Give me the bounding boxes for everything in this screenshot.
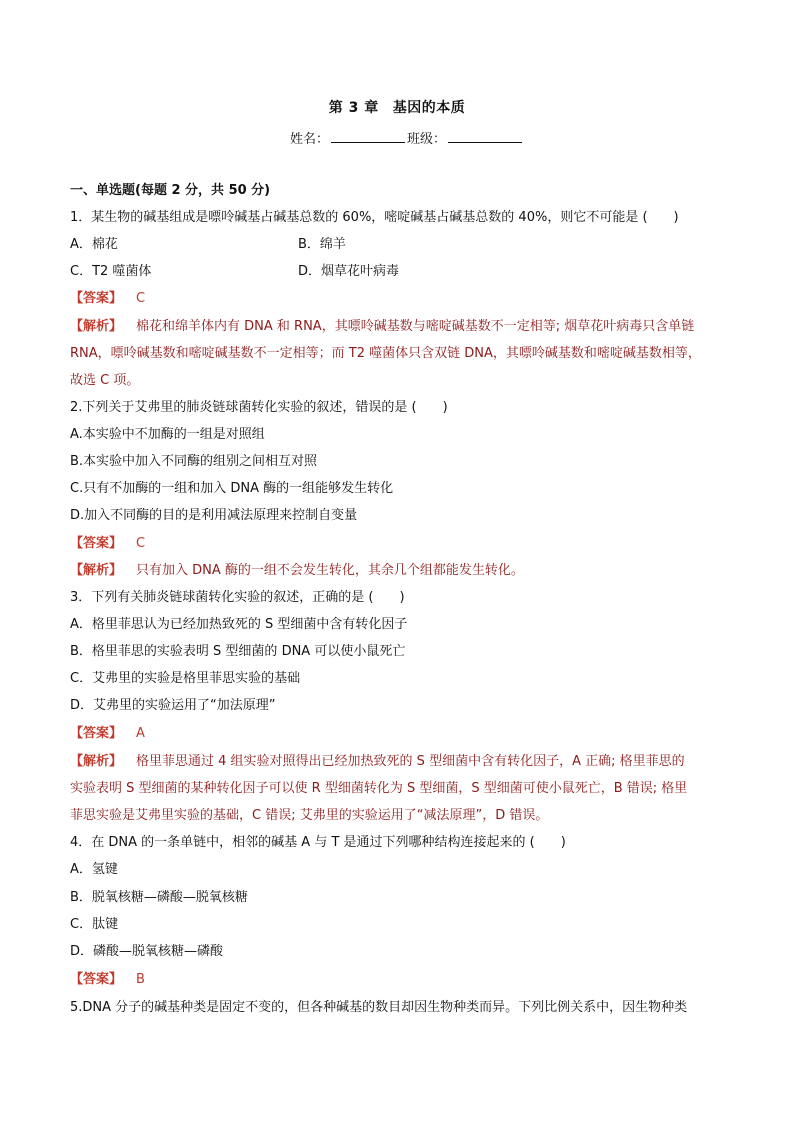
question-2-stem: 2.下列关于艾弗里的肺炎链球菌转化实验的叙述，错误的是 ( ) [70,400,448,415]
answer-value: C [136,291,146,306]
question-1-option-b: B．绵羊 [298,237,346,252]
question-1-option-d: D．烟草花叶病毒 [298,264,400,279]
question-1-options-row-2 [70,263,399,281]
analysis-label: 【解析】 [70,319,123,334]
question-2-option-a: A.本实验中不加酶的一组是对照组 [70,427,265,442]
question-1-analysis-line-2: RNA，嘌呤碱基数和嘧啶碱基数不一定相等；而 T2 噬菌体只含双链 DNA，其嘌呤碱基数和嘧啶碱基数相等， [70,346,701,361]
question-3-option-a: A．格里菲思认为已经加热致死的 S 型细菌中含有转化因子 [70,617,408,632]
section-heading: 一、单选题(每题 2 分，共 50 分) [70,183,271,198]
chapter-name: 基因的本质 [392,100,466,116]
answer-value: B [136,972,145,987]
analysis-label: 【解析】 [70,563,123,578]
answer-label: 【答案】 [70,972,123,987]
student-info-line [290,128,524,147]
answer-label: 【答案】 [70,291,123,306]
question-3-analysis-line-2: 实验表明 S 型细菌的某种转化因子可以使 R 型细菌转化为 S 型细菌，S 型细菌可使小鼠死亡，B 错误; 格里 [70,781,688,796]
analysis-label: 【解析】 [70,754,123,769]
question-3-option-c: C．艾弗里的实验是格里菲思实验的基础 [70,671,301,686]
question-4-option-c: C．肽键 [70,917,119,932]
question-3-option-d: D．艾弗里的实验运用了“加法原理” [70,698,276,713]
question-3-answer [70,725,145,743]
question-1-option-c: C．T2 噬菌体 [70,264,152,279]
question-3-analysis-line-1 [70,753,685,771]
question-2-option-b: B.本实验中加入不同酶的组别之间相互对照 [70,454,318,469]
class-label: 班级： [407,132,447,147]
answer-value: A [136,726,145,741]
question-4-stem: 4．在 DNA 的一条单链中，相邻的碱基 A 与 T 是通过下列哪种结构连接起来的 ( ) [70,835,566,850]
analysis-text: 格里菲思通过 4 组实验对照得出已经加热致死的 S 型细菌中含有转化因子，A 正确; 格里菲思的 [136,754,685,769]
question-1-analysis-line-3: 故选 C 项。 [70,373,140,388]
question-2-option-c: C.只有不加酶的一组和加入 DNA 酶的一组能够发生转化 [70,481,394,496]
answer-value: C [136,536,146,551]
question-4-option-b: B．脱氧核糖—磷酸—脱氧核糖 [70,890,248,905]
answer-label: 【答案】 [70,726,123,741]
question-3-stem: 3．下列有关肺炎链球菌转化实验的叙述，正确的是 ( ) [70,590,405,605]
class-field[interactable] [448,130,522,143]
question-2-answer [70,535,145,553]
question-5-stem: 5.DNA 分子的碱基种类是固定不变的，但各种碱基的数目却因生物种类而异。下列比例关系中，因生物种类 [70,1000,688,1015]
question-1-answer [70,290,145,308]
question-3-analysis-line-3: 菲思实验是艾弗里实验的基础，C 错误; 艾弗里的实验运用了“减法原理”，D 错误。 [70,808,549,823]
name-field[interactable] [331,130,405,143]
question-3-option-b: B．格里菲思的实验表明 S 型细菌的 DNA 可以使小鼠死亡 [70,644,406,659]
chapter-number: 第 3 章 [328,100,379,116]
question-1-option-a: A．棉花 [70,237,118,252]
chapter-title [0,97,794,117]
analysis-text: 棉花和绵羊体内有 DNA 和 RNA，其嘌呤碱基数与嘧啶碱基数不一定相等; 烟草花叶病毒只含单链 [136,319,695,334]
question-1-options-row-1 [70,236,346,254]
name-label: 姓名： [290,132,330,147]
question-1-stem: 1．某生物的碱基组成是嘌呤碱基占碱基总数的 60%，嘧啶碱基占碱基总数的 40%，则它不可能是 ( ) [70,210,679,225]
question-1-analysis-line-1 [70,318,694,336]
question-4-option-a: A．氢键 [70,862,118,877]
answer-label: 【答案】 [70,536,123,551]
question-4-option-d: D．磷酸—脱氧核糖—磷酸 [70,944,224,959]
question-4-answer [70,971,145,989]
question-2-option-d: D.加入不同酶的目的是利用减法原理来控制自变量 [70,508,358,523]
analysis-text: 只有加入 DNA 酶的一组不会发生转化，其余几个组都能发生转化。 [136,563,524,578]
question-2-analysis [70,562,524,580]
